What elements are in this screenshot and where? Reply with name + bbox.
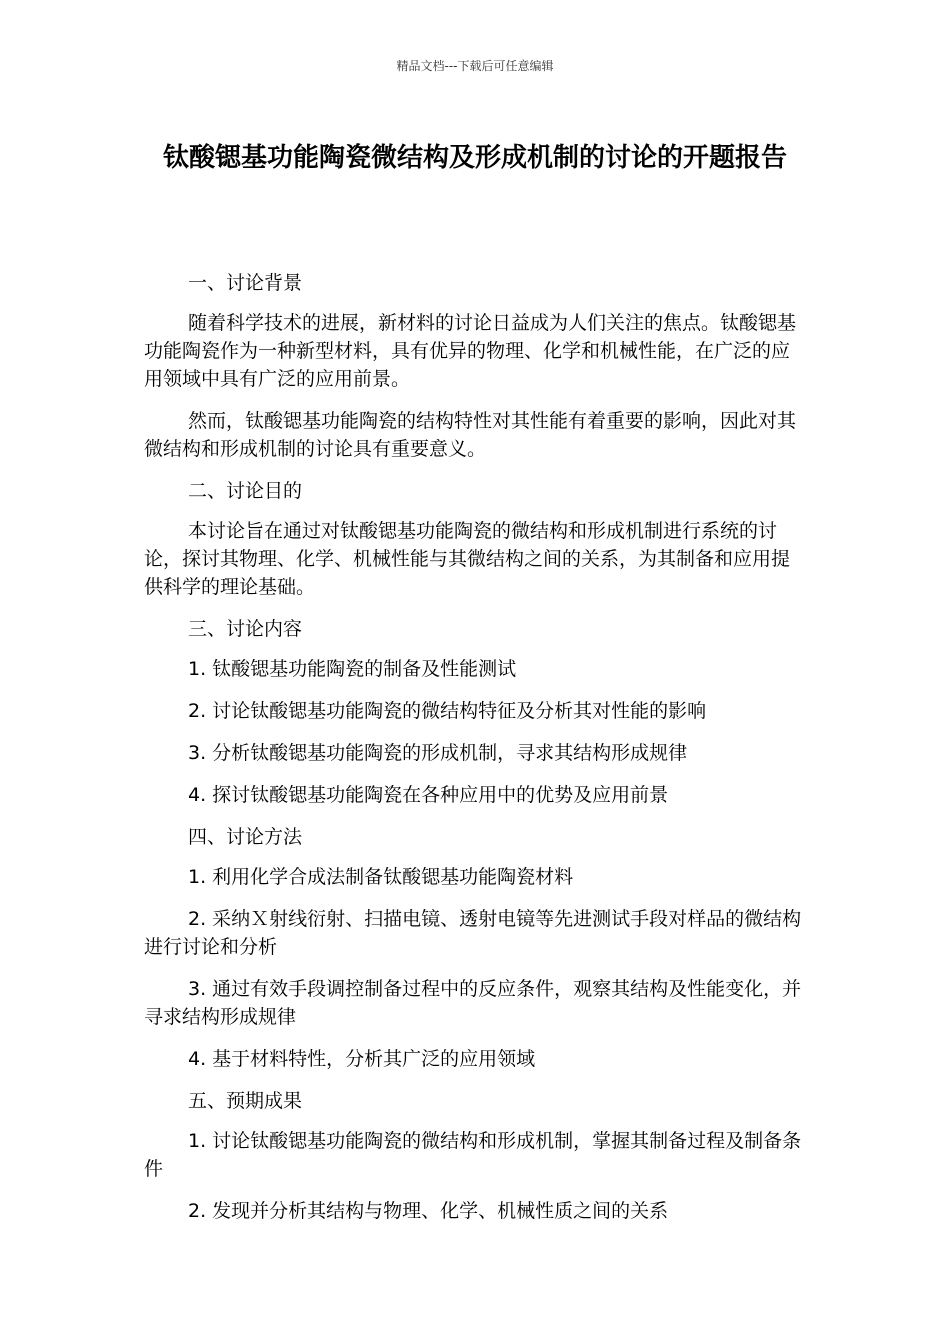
section-heading-purpose: 二、讨论目的 (188, 480, 303, 502)
content-item-1: 1. 钛酸锶基功能陶瓷的制备及性能测试 (188, 658, 517, 680)
result-item-1: 1. 讨论钛酸锶基功能陶瓷的微结构和形成机制，掌握其制备过程及制备条件 (144, 1130, 802, 1180)
result-item-2: 2. 发现并分析其结构与物理、化学、机械性质之间的关系 (188, 1200, 669, 1222)
method-item-3: 3. 通过有效手段调控制备过程中的反应条件，观察其结构及性能变化，并寻求结构形成规律 (144, 978, 802, 1028)
method-item-2: 2. 采纳Ｘ射线衍射、扫描电镜、透射电镜等先进测试手段对样品的微结构进行讨论和分析 (144, 908, 802, 958)
page-header-note: 精品文档---下载后可任意编辑 (396, 59, 554, 73)
section-heading-background: 一、讨论背景 (188, 272, 303, 294)
method-item-4: 4. 基于材料特性，分析其广泛的应用领域 (188, 1048, 536, 1070)
background-paragraph-2: 然而，钛酸锶基功能陶瓷的结构特性对其性能有着重要的影响，因此对其微结构和形成机制的讨论具有重要意义。 (144, 410, 797, 460)
purpose-paragraph-1: 本讨论旨在通过对钛酸锶基功能陶瓷的微结构和形成机制进行系统的讨论，探讨其物理、化学、机械性能与其微结构之间的关系，为其制备和应用提供科学的理论基础。 (144, 520, 791, 598)
document-title: 钛酸锶基功能陶瓷微结构及形成机制的讨论的开题报告 (162, 143, 787, 173)
document-body (144, 269, 806, 1239)
section-heading-expected-results: 五、预期成果 (188, 1090, 303, 1112)
content-item-2: 2. 讨论钛酸锶基功能陶瓷的微结构特征及分析其对性能的影响 (188, 700, 707, 722)
content-item-3: 3. 分析钛酸锶基功能陶瓷的形成机制，寻求其结构形成规律 (188, 742, 688, 764)
section-heading-content: 三、讨论内容 (188, 618, 303, 640)
method-item-1: 1. 利用化学合成法制备钛酸锶基功能陶瓷材料 (188, 866, 574, 888)
content-item-4: 4. 探讨钛酸锶基功能陶瓷在各种应用中的优势及应用前景 (188, 784, 669, 806)
section-heading-methods: 四、讨论方法 (188, 826, 303, 848)
background-paragraph-1: 随着科学技术的进展，新材料的讨论日益成为人们关注的焦点。钛酸锶基功能陶瓷作为一种新型材料，具有优异的物理、化学和机械性能，在广泛的应用领域中具有广泛的应用前景。 (144, 312, 797, 390)
